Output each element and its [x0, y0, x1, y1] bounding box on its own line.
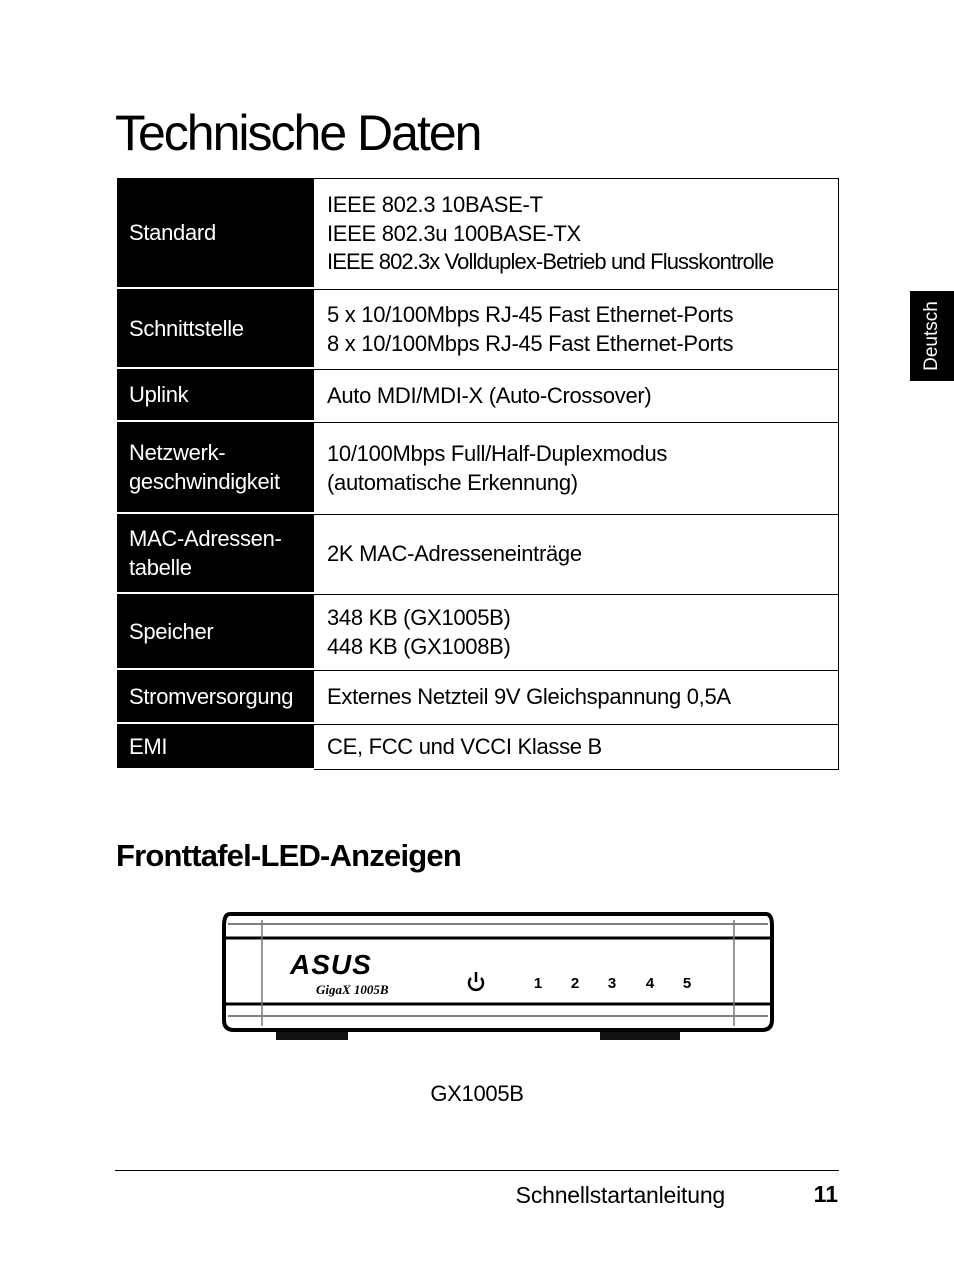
spec-value — [314, 514, 839, 594]
spec-row-interface — [117, 289, 839, 369]
spec-value — [314, 422, 839, 514]
spec-row-mac-table — [117, 514, 839, 594]
language-tab-label: Deutsch — [921, 301, 942, 371]
spec-label: Stromversorgung — [117, 670, 314, 724]
led-label: 4 — [645, 975, 655, 992]
spec-label: Uplink — [117, 369, 314, 422]
spec-value — [314, 594, 839, 670]
spec-table — [117, 178, 839, 770]
spec-row-memory — [117, 594, 839, 670]
language-tab — [910, 291, 954, 381]
led-label: 2 — [570, 975, 580, 992]
spec-value-line: IEEE 802.3 10BASE-T — [327, 192, 543, 218]
page-title: Technische Daten — [115, 105, 481, 161]
spec-label: MAC-Adressen- tabelle — [117, 514, 314, 594]
spec-value-line: (automatische Erkennung) — [327, 469, 578, 495]
spec-value-line: IEEE 802.3u 100BASE-TX — [327, 220, 581, 246]
spec-value-line: 8 x 10/100Mbps RJ-45 Fast Ethernet-Ports — [327, 330, 734, 356]
spec-row-uplink — [117, 369, 839, 422]
spec-value-line: 348 KB (GX1005B) — [327, 605, 511, 630]
spec-value-line: IEEE 802.3x Vollduplex-Betrieb und Flusskontrolle — [327, 249, 774, 275]
spec-value — [314, 670, 839, 724]
footer-divider — [115, 1170, 839, 1171]
spec-row-network-speed — [117, 422, 839, 514]
spec-value-line: Externes Netzteil 9V Gleichspannung 0,5A — [327, 684, 731, 710]
spec-value — [314, 289, 839, 369]
spec-label: Schnittstelle — [117, 289, 314, 369]
spec-row-power-supply — [117, 670, 839, 724]
spec-label: Netzwerk- geschwindigkeit — [117, 422, 314, 514]
led-label: 3 — [607, 975, 617, 992]
device-drawing — [220, 908, 776, 1042]
spec-value-line: 2K MAC-Adresseneinträge — [327, 541, 582, 567]
spec-value-line: 5 x 10/100Mbps RJ-45 Fast Ethernet-Ports — [327, 302, 734, 327]
spec-value-line: Auto MDI/MDI-X (Auto-Crossover) — [327, 382, 652, 408]
spec-value-line: 448 KB (GX1008B) — [327, 633, 511, 659]
spec-row-emi — [117, 724, 839, 770]
brand-logo: ASUS — [290, 949, 372, 980]
page-number: 11 — [813, 1181, 838, 1207]
spec-label: Standard — [117, 178, 314, 289]
led-label: 5 — [682, 975, 692, 992]
model-mark: GigaX 1005B — [316, 982, 389, 997]
spec-label: EMI — [117, 724, 314, 770]
section-title: Fronttafel-LED-Anzeigen — [116, 838, 461, 873]
spec-value — [314, 369, 839, 422]
led-label: 1 — [533, 975, 543, 992]
footer-title: Schnellstartanleitung — [515, 1182, 725, 1208]
spec-value — [314, 724, 839, 770]
spec-value — [314, 178, 839, 289]
spec-label: Speicher — [117, 594, 314, 670]
spec-value-line: CE, FCC und VCCI Klasse B — [327, 733, 602, 759]
spec-value-line: 10/100Mbps Full/Half-Duplexmodus — [327, 441, 668, 466]
device-caption: GX1005B — [430, 1081, 524, 1106]
spec-row-standard — [117, 178, 839, 289]
device-front-illustration — [220, 908, 776, 1042]
